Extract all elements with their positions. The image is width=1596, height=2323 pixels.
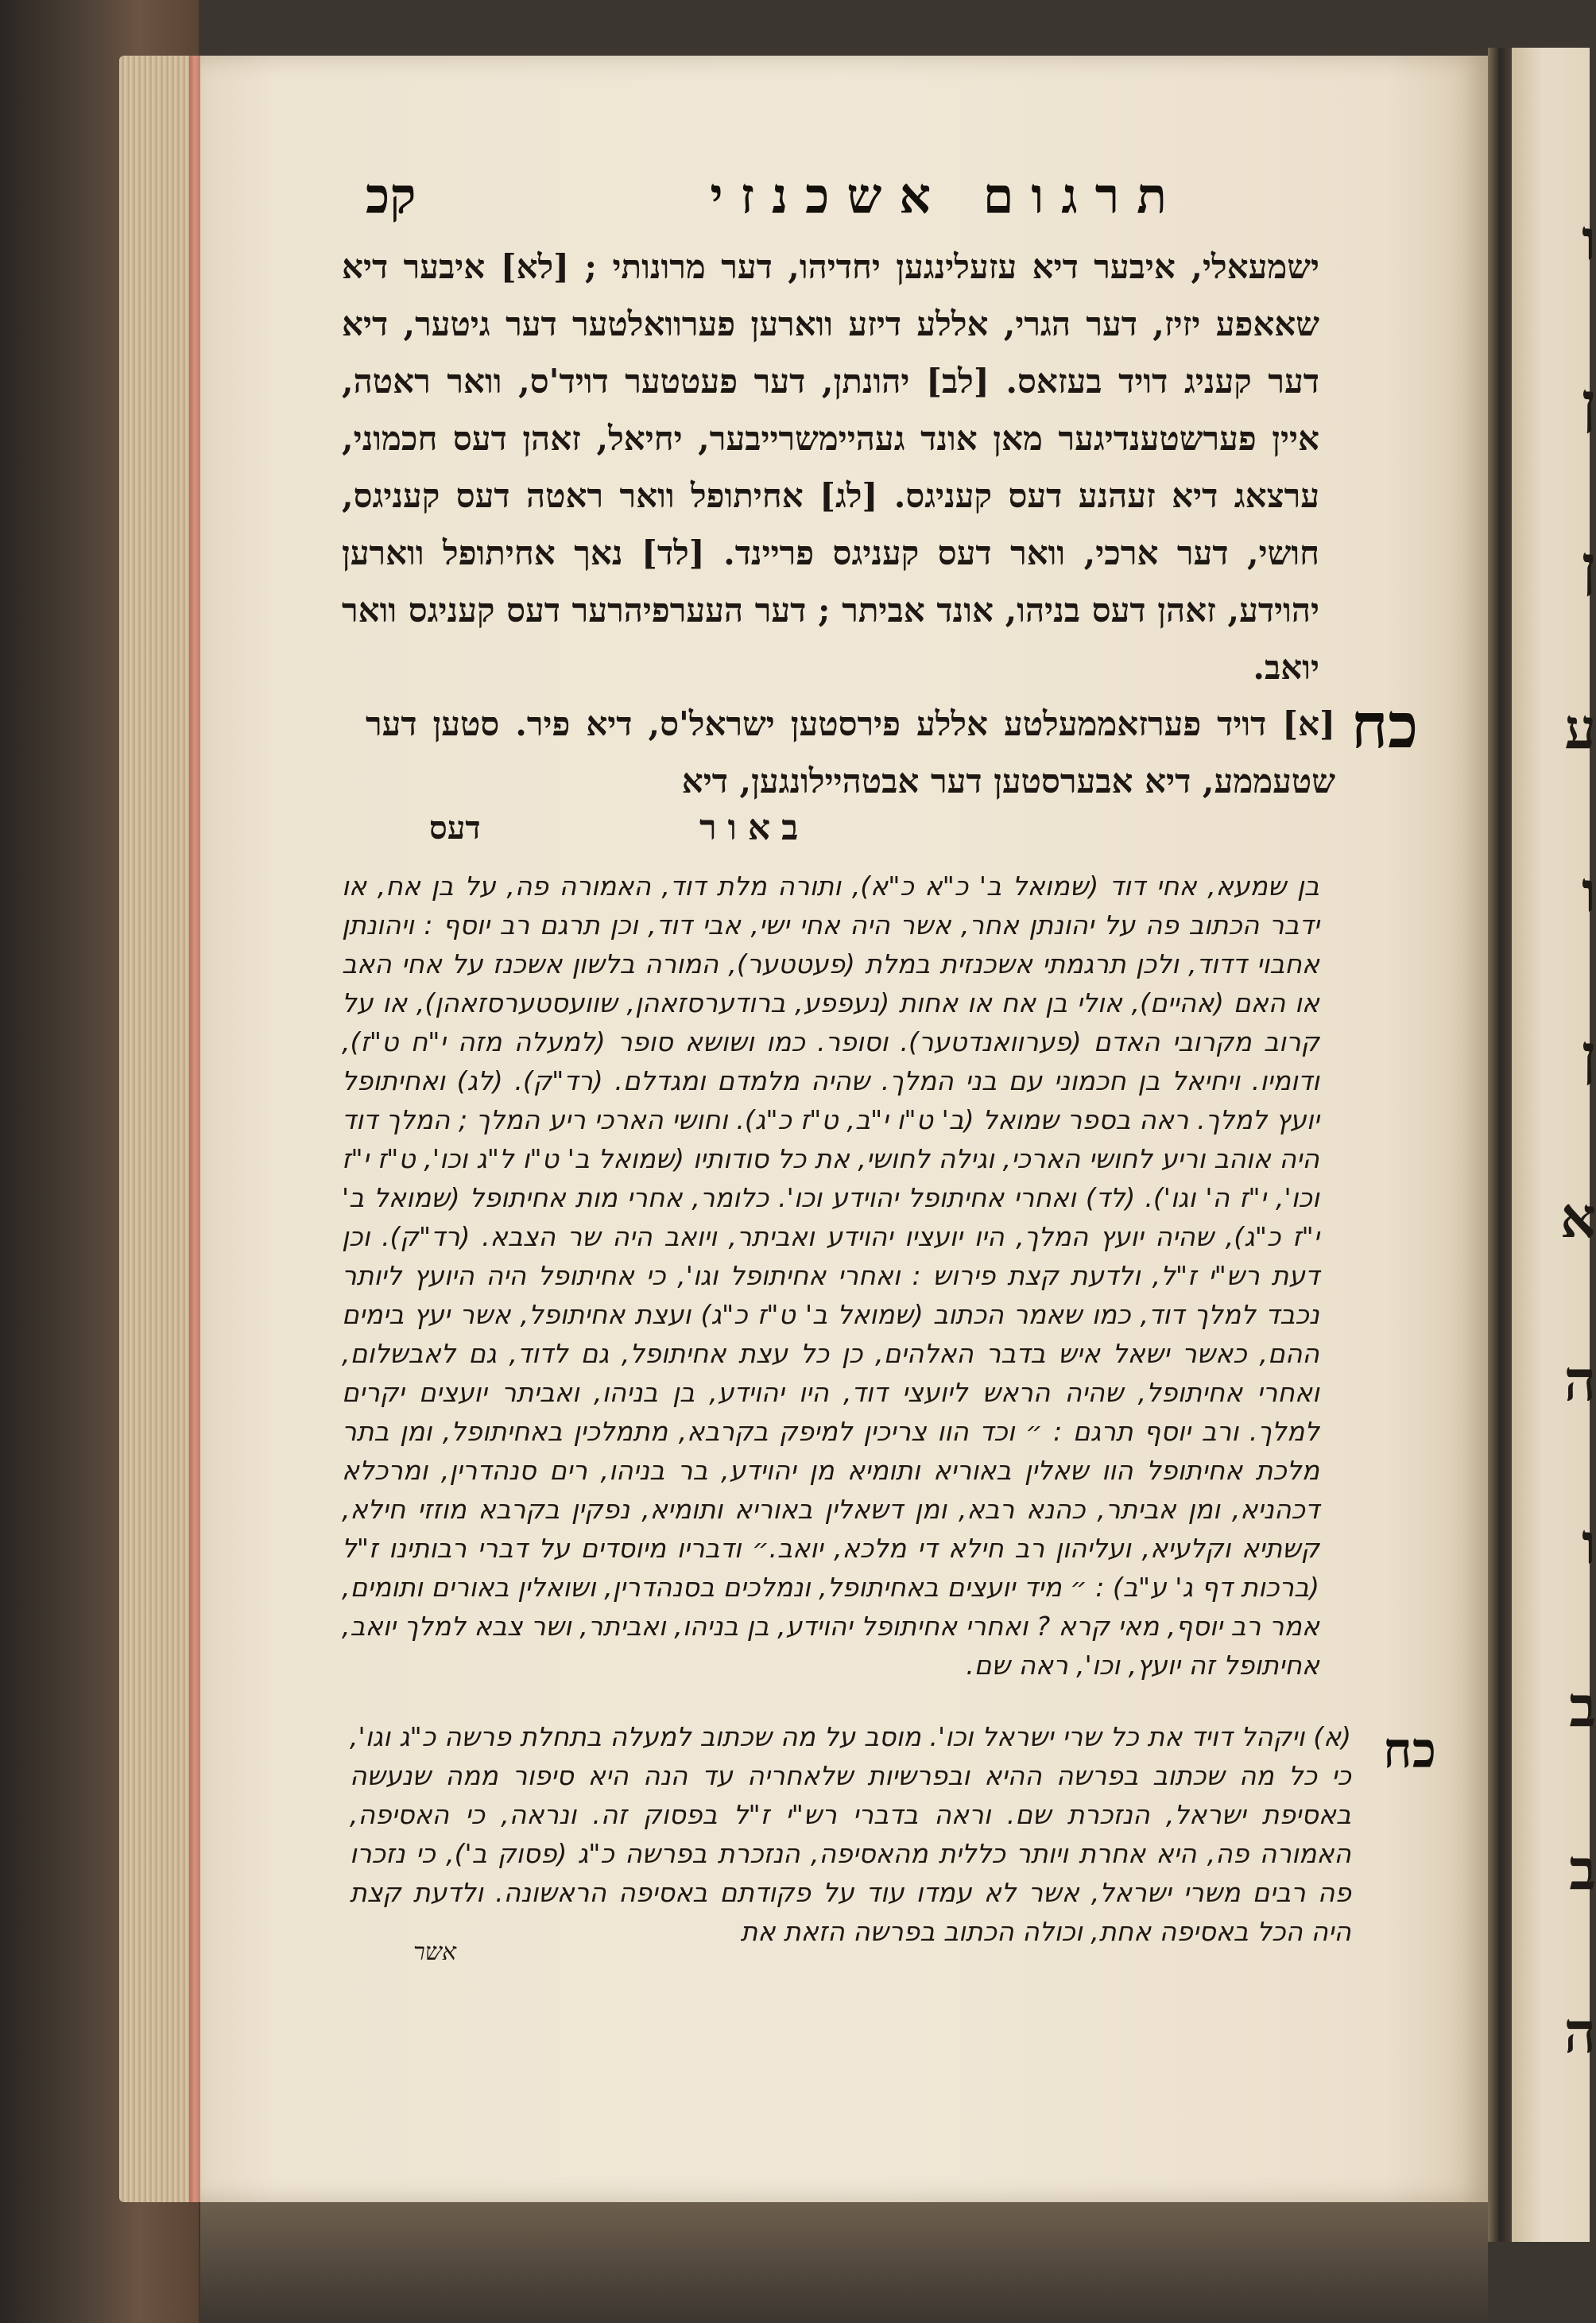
commentary-section-title: באור [699,808,810,848]
commentary-chapter-mark: כח [1383,1721,1436,1779]
facing-page-glyph: ע [1564,696,1596,762]
running-title: תרגום אשכנזי [710,167,1184,225]
facing-page-glyph: ן [1582,533,1596,599]
book-gutter [1488,48,1512,2242]
page-header [366,167,1335,239]
facing-page-glyph: ו [1582,207,1596,273]
facing-page-glyph: ב [1569,1836,1596,1902]
facing-page-glyph: ו [1582,1511,1596,1576]
commentary-chapter-text: (א) ויקהל דויד את כל שרי ישראל וכו'. מוסב על מה שכתוב למעלה בתחלת פרשה כ"ג וגו', כי כל מה שכתוב בפרשה ההיא ובפרשיות שלאחריה עד הנה היא סיפור ממה שנעשה באסיפת ישראל, הנזכרת שם. וראה בדברי רש"י ז"ל בפסוק זה. ונראה, כי האסיפה, האמורה פה, היא אחרת ויותר כללית מהאסיפה, הנזכרת בפרשה כ"ג (פסוק ב'), כי נזכרו פה רבים משרי ישראל, אשר לא עמדו עוד על פקודתם באסיפה הראשונה. ולדעת קצת היה הכל באסיפה אחת, וכולה הכתוב בפרשה הזאת את [350,1721,1351,1947]
chapter-opening-text: [א] דויד פערזאממעלטע אללע פירסטען ישראל'ס, דיא פיר. סטען דער שטעממע, דיא אבערסטען דער אבטהיילונגען, דיא [366,704,1335,801]
facing-page-glyph: ה [1563,1999,1596,2065]
main-translation-text: ישמעאלי, איבער דיא עזעלינגען יחדיהו, דער מרונותי ; [לא] איבער דיא שאאפע יזיז, דער הגרי, אללע דיזע ווארען פערוואלטער דער גיטער, דיא דער קעניג דויד בעזאס. [לב] יהונתן, דער פעטטער דויד'ס, וואר ראטה, איין פערשטענדיגער מאן אונד געהיימשרייבער, יחיאל, זאהן דעס חכמוני, ערצאג דיא זעהנע דעס קעניגס. [לג] אחיתופל וואר ראטה דעס קעניגס, חושי, דער ארכי, וואר דעס קעניגס פריינד. [לד] נאך אחיתופל ווארען יהוידע, זאהן דעס בניהו, אונד אביתר ; דער העערפיהרער דעס קעניגס וואר יואב. [342,247,1319,687]
facing-page-glyph: ב [1569,1673,1596,1739]
commentary-catchword: אשר [413,1938,456,1966]
page-number: קכ [366,167,416,225]
facing-page-glyph: ן [1582,1022,1596,1088]
facing-page-glyph: א [1560,1185,1596,1251]
facing-page-glyph: ה [1563,1348,1596,1414]
page-bottom-shadow [200,2202,1488,2323]
chapter-mark: כח [1351,690,1419,762]
facing-page-glyph: ן [1582,370,1596,436]
facing-page-edge [1512,48,1596,2242]
red-page-edge [189,56,200,2202]
commentary-text: בן שמעא, אחי דוד (שמואל ב' כ"א כ"א), ותורה מלת דוד, האמורה פה, על בן אח, או ידבר הכתוב פה על יהונתן אחר, אשר היה אחי ישי, אבי דוד, וכן תרגם רב יוסף : ויהונתן אחבוי דדוד, ולכן תרגמתי אשכנזית במלת (פעטטער), המורה בלשון אשכנז על אחי האב או האם (אהיים), אולי בן אח או אחות (נעפפע, ברודערסזאהן, שוועסטערסזאהן), או על קרוב מקרובי האדם (פערוואנדטער). וסופר. כמו ושושא סופר (למעלה מזה י"ח ט"ז), ודומיו. ויחיאל בן חכמוני עם בני המלך. שהיה מלמדם ומגדלם. (רד"ק). (לג) ואחיתופל יועץ למלך. ראה בספר שמואל (ב' ט"ו י"ב, ט"ז כ"ג). וחושי הארכי ריע המלך ; המלך דוד היה אוהב וריע לחושי הארכי, וגילה לחושי, את כל סודותיו (שמואל ב' ט"ו ל"ג וכו', ט"ז י"ז וכו', י"ז ה' וגו'). (לד) ואחרי אחיתופל יהוידע וכו'. כלומר, אחרי מות אחיתופל (שמואל ב' י"ז כ"ג), שהיה יועץ המלך, היו יועציו יהוידע ואביתר, ויואב היה שר הצבא. (רד"ק). וכן דעת רש"י ז"ל, ולדעת קצת פירוש : ואחרי אחיתופל וגו', כי אחיתופל היה היועץ ליותר נכבד למלך דוד, כמו שאמר הכתוב (שמואל ב' ט"ז כ"ג) ועצת אחיתופל, אשר יעץ בימים ההם, כאשר ישאל איש בדבר האלהים, כן כל עצת אחיתופל, גם לדוד, גם לאבשלום, ואחרי אחיתופל, שהיה הראש ליועצי דוד, היו יהוידע, בן בניהו, ואביתר יועצים יקרים למלך. ורב יוסף תרגם : ״ וכד הוו צריכין למיפק בקרבא, מתמלכין באחיתופל, ומן בתר מלכת אחיתופל הוו שאלין באוריא ותומיא מן יהוידע, בר בניהו, רים סנהדרין, ומרכלא דכהניא, ומן אביתר, כהנא רבא, ומן דשאלין באוריא ותומיא, נפקין בקרבא מוזזי חילא, קשתיא וקלעיא, ועליהון רב חילא די מלכא, יואב.״ ודבריו מיוסדים על דברי רבותינו ז"ל (ברכות דף ג' ע"ב) : ״ מיד יועצים באחיתופל, ונמלכים בסנהדרין, ושואלין באורים ותומים, אמר רב יוסף, מאי קרא ? ואחרי אחיתופל יהוידע, בן בניהו, ואביתר, ושר צבא למלך יואב, אחיתופל זה יועץ, וכו', ראה שם. [342,871,1319,1681]
facing-page-glyph: ו [1582,859,1596,925]
main-catchword: דעס [429,809,481,847]
